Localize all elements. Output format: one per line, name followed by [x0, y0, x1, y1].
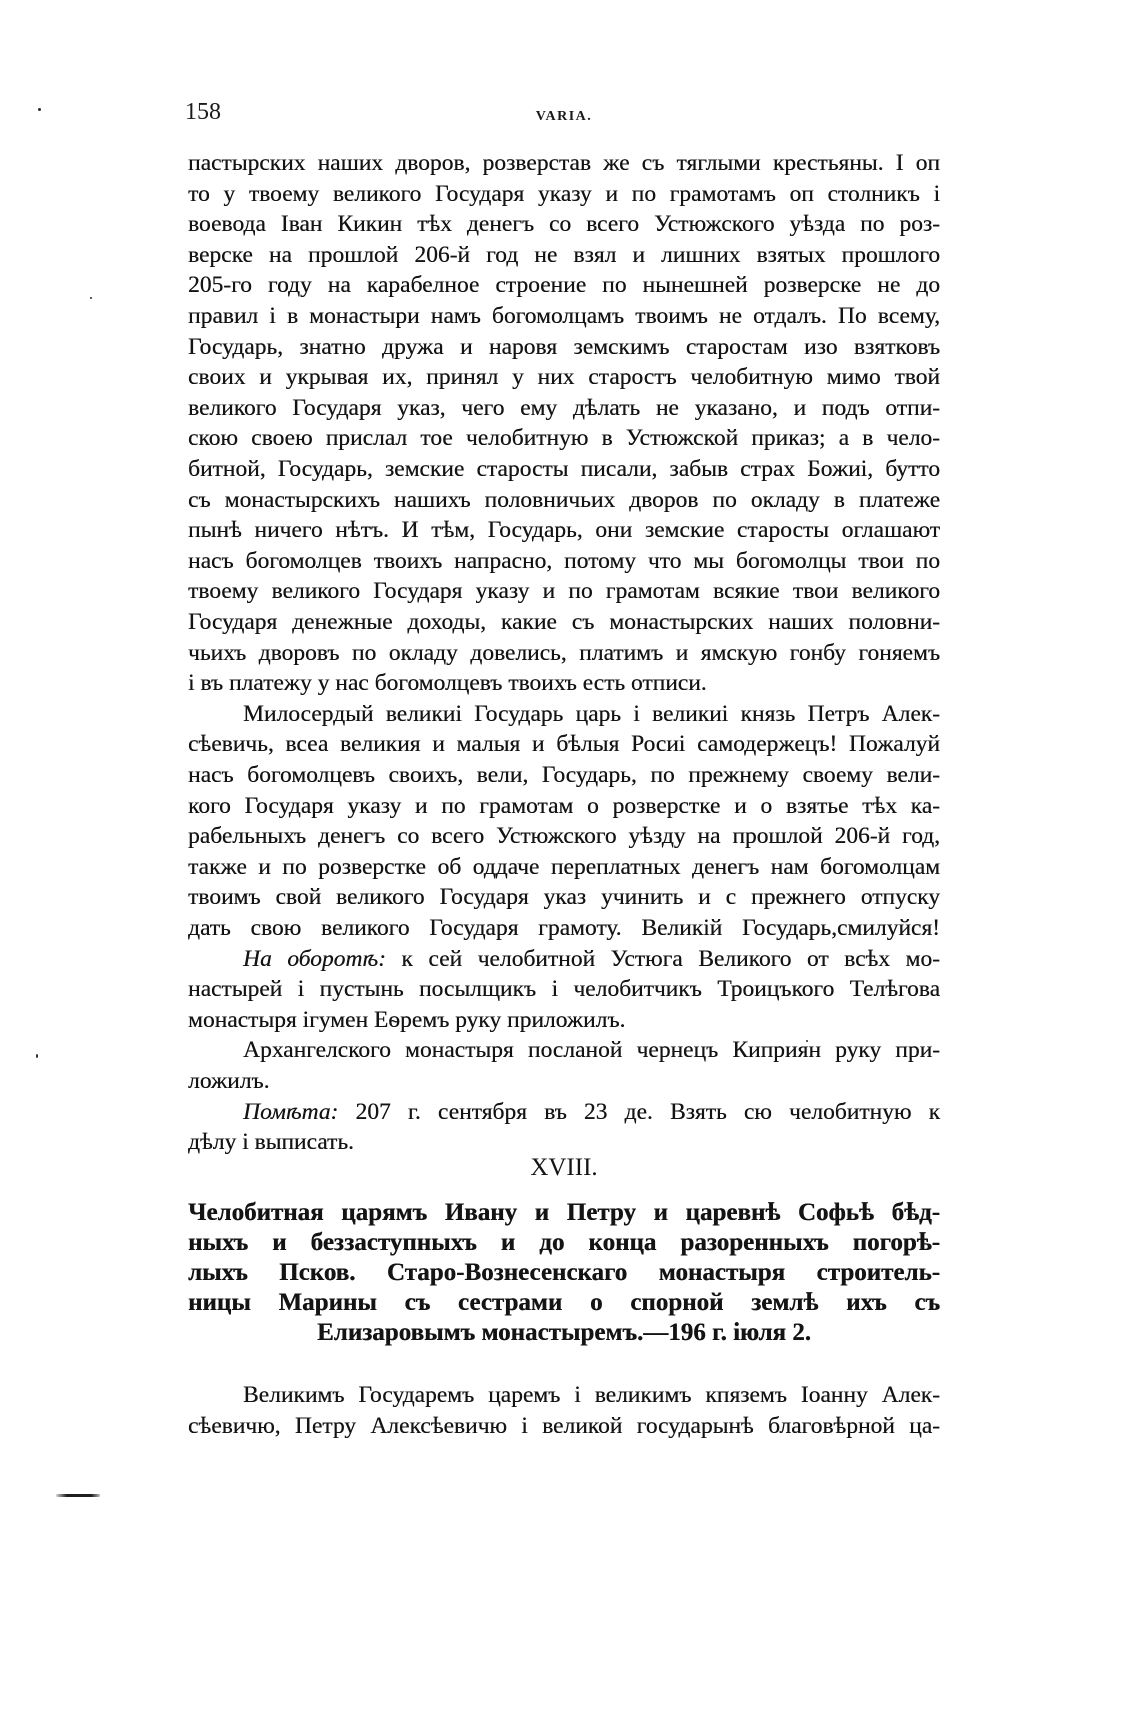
text-line: 205-го году на карабелное строение по нынешней розверске не до: [188, 272, 940, 298]
text-line: Государя денежные доходы, какие съ монастырских наших половни-: [188, 609, 940, 635]
note-text: 207 г. сентября въ 23 де. Взять сю челобитную к: [355, 1099, 940, 1125]
note-label: Помѣта:: [243, 1099, 339, 1125]
text-line: сѣевичю, Петру Алексѣевичю і великой государынѣ благовѣрной ца-: [188, 1413, 940, 1439]
text-line: монастыря ігумен Еѳремъ руку приложилъ.: [188, 1007, 626, 1033]
title-line: ницы Марины съ сестрами о спорной землѣ ихъ съ: [188, 1289, 940, 1316]
text-line: съ монастырскихъ нашихъ половничьих дворов по окладу в платеже: [188, 487, 940, 513]
text-line: ложилъ.: [188, 1068, 270, 1094]
text-line: рабельныхъ денегъ со всего Устюжского уѣзду на прошлой 206-й год,: [188, 823, 940, 849]
scan-speck: [36, 1054, 38, 1058]
scan-speck: [38, 108, 41, 111]
text-line: насъ богомолцев твоихъ напрасно, потому что мы богомолцы твои по: [188, 548, 940, 574]
title-line: Челобитная царямъ Ивану и Петру и царевнѣ Софьѣ бѣд-: [188, 1199, 940, 1226]
text-line: дать свою великого Государя грамоту. Великій Государь,смилуйся!: [188, 915, 940, 941]
text-line: великого Государя указ, чего ему дѣлать не указано, и подъ отпи-: [188, 395, 940, 421]
text-line: верске на прошлой 206-й год не взял и лишних взятых прошлого: [188, 242, 940, 268]
text-line: пынѣ ничего нѣтъ. И тѣм, Государь, они земские старосты оглашают: [188, 517, 940, 543]
text-line: битной, Государь, земские старосты писали, забыв страх Божиі, бутто: [188, 456, 940, 482]
text-line: скою своею прислал тое челобитную в Устюжской приказ; а в чело-: [188, 425, 940, 451]
scan-speck: [90, 297, 92, 299]
text-line: также и по розверстке об оддаче переплатных денегъ нам богомолцам: [188, 854, 940, 880]
section-number: XVIII.: [530, 1154, 598, 1181]
text-line: насъ богомолцевъ своихъ, вели, Государь, по прежнему своему вели-: [188, 762, 940, 788]
text-line: настырей і пустынь посылщикъ і челобитчикъ Троицъкого Телѣгова: [188, 976, 940, 1002]
text-line: пастырских наших дворов, розверстав же съ тяглыми крестьяны. І оп: [188, 150, 940, 176]
text-line: твоимъ свой великого Государя указ учинить и с прежнего отпуску: [188, 884, 940, 910]
text-line: Великимъ Государемъ царемъ і великимъ кпяземъ Іоанну Алек-: [243, 1382, 940, 1408]
scan-dash-mark: [56, 1494, 100, 1497]
text-line: твоему великого Государя указу и по грамотам всякие твои великого: [188, 578, 940, 604]
text-line: чьихъ дворовъ по окладу довелись, платимъ и ямскую гонбу гоняемъ: [188, 640, 940, 666]
endorsement-text: к сей челобитной Устюга Великого от всѣх мо-: [401, 946, 940, 972]
endorsement-label: На оборотѣ:: [243, 946, 386, 972]
text-line: Архангелского монастыря посланой чернецъ Киприян руку при-: [243, 1037, 940, 1063]
text-line: сѣевичь, всеа великия и малыя и бѣлыя Росиі самодержецъ! Пожалуй: [188, 731, 940, 757]
text-line: Государь, знатно дружа и наровя земскимъ старостам изо взятковъ: [188, 334, 940, 360]
running-title: VARIA.: [535, 109, 593, 124]
page-number: 158: [185, 99, 221, 125]
text-line: [243, 944, 940, 974]
text-line: своих и укрывая их, принял у них старостъ челобитную мимо твой: [188, 364, 940, 390]
text-line: Милосердый великиі Государь царь і великиі князь Петръ Алек-: [243, 701, 940, 727]
text-line: [243, 1097, 940, 1127]
text-line: і въ платежу у нас богомолцевъ твоихъ есть отписи.: [188, 670, 707, 696]
title-line: Елизаровымъ монастыремъ.—196 г. іюля 2.: [317, 1319, 811, 1346]
title-line: ныхъ и беззаступныхъ и до конца разоренныхъ погорѣ-: [188, 1229, 940, 1256]
text-line: кого Государя указу и по грамотам о розверстке и о взятье тѣх ка-: [188, 793, 940, 819]
title-line: лыхъ Псков. Старо-Вознесенскаго монастыря строитель-: [188, 1259, 940, 1286]
text-line: правил і в монастыри намъ богомолцамъ твоимъ не отдалъ. По всему,: [188, 303, 940, 329]
text-line: воевода Іван Кикин тѣх денегъ со всего Устюжского уѣзда по роз-: [188, 211, 940, 237]
text-line: дѣлу і выписать.: [188, 1129, 354, 1155]
text-line: то у твоему великого Государя указу и по грамотамъ оп столникъ і: [188, 181, 940, 207]
